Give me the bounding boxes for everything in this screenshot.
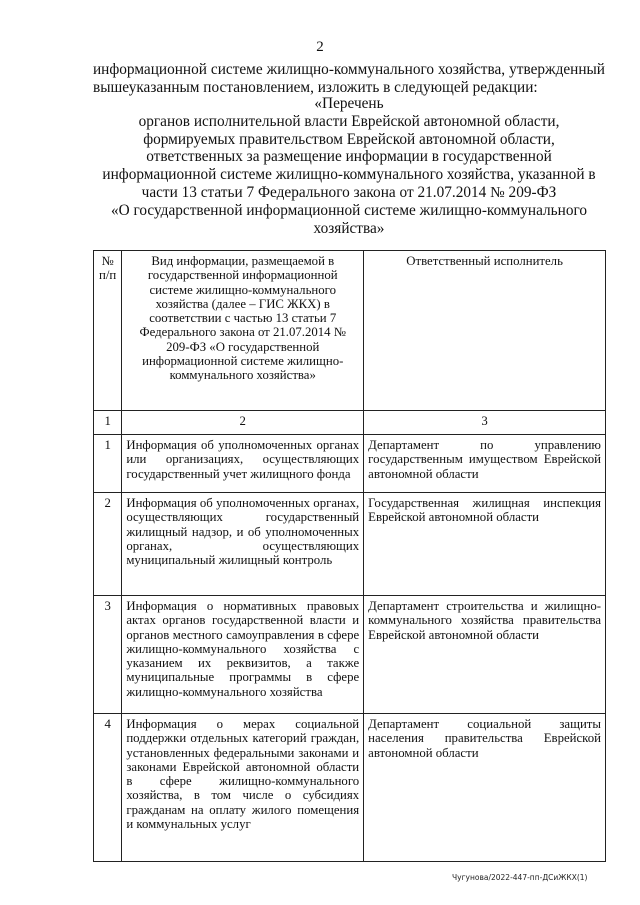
header-executor: Ответственный исполнитель <box>364 251 606 411</box>
title-line: информационной системе жилищно-коммунального хозяйства, указанной в <box>102 166 596 184</box>
table-row <box>94 435 606 493</box>
intro-paragraph: информационной системе жилищно-коммунального хозяйства, утвержденный вышеуказанным постановлением, изложить в следующей редакции: <box>93 61 605 96</box>
table-row <box>94 493 606 596</box>
title-line: «О государственной информационной системе жилищно-коммунального <box>110 201 588 219</box>
responsibility-table <box>93 250 606 862</box>
column-number: 1 <box>94 411 122 435</box>
column-number: 3 <box>364 411 606 435</box>
title-line: органов исполнительной власти Еврейской автономной области, <box>138 112 560 130</box>
row-number: 2 <box>94 493 122 596</box>
header-info-type: Вид информации, размещаемой в государственной информационной системе жилищно-коммунального хозяйства (далее – ГИС ЖКХ) в соответствии с частью 13 статьи 7 Федерального закона от 21.07.2014 № 209-ФЗ «О государственной информационной системе жилищно-коммунального хозяйства» <box>122 251 364 411</box>
title-line: ответственных за размещение информации в государственной <box>146 148 552 166</box>
row-number: 3 <box>94 596 122 714</box>
column-number: 2 <box>122 411 364 435</box>
title-line: формируемых правительством Еврейской автономной области, <box>143 130 555 148</box>
table-header-row <box>94 251 606 411</box>
row-info: Информация об уполномоченных органах, осуществляющих государственный жилищный надзор, и об уполномоченных органах, осуществляющих муниципальный жилищный контроль <box>122 493 364 596</box>
row-number: 1 <box>94 435 122 493</box>
column-numbers-row <box>94 411 606 435</box>
title-line: «Перечень <box>314 95 384 112</box>
table-row <box>94 714 606 862</box>
list-title <box>93 95 605 237</box>
table-row <box>94 596 606 714</box>
row-executor: Департамент по управлению государственным имуществом Еврейской автономной области <box>364 435 606 493</box>
row-executor: Департамент социальной защиты населения правительства Еврейской автономной области <box>364 714 606 862</box>
title-line: хозяйства» <box>313 219 385 237</box>
row-info: Информация об уполномоченных органах или организациях, осуществляющих государственный учет жилищного фонда <box>122 435 364 493</box>
title-line: части 13 статьи 7 Федерального закона от 21.07.2014 № 209-ФЗ <box>141 183 557 201</box>
row-number: 4 <box>94 714 122 862</box>
row-executor: Государственная жилищная инспекция Еврейской автономной области <box>364 493 606 596</box>
row-executor: Департамент строительства и жилищно-коммунального хозяйства правительства Еврейской автономной области <box>364 596 606 714</box>
row-info: Информация о мерах социальной поддержки отдельных категорий граждан, установленных федеральными законами и законами Еврейской автономной области в сфере жилищно-коммунального хозяйства, в том числе о субсидиях гражданам на оплату жилого помещения и коммунальных услуг <box>122 714 364 862</box>
page-number: 2 <box>316 39 324 55</box>
row-info: Информация о нормативных правовых актах органов государственной власти и органов местного самоуправления в сфере жилищно-коммунального хозяйства с указанием их реквизитов, а также муниципальные программы в сфере жилищно-коммунального хозяйства <box>122 596 364 714</box>
header-number: № п/п <box>94 251 122 411</box>
document-reference: Чугунова/2022-447-пп-ДСиЖКХ(1) <box>452 873 588 882</box>
